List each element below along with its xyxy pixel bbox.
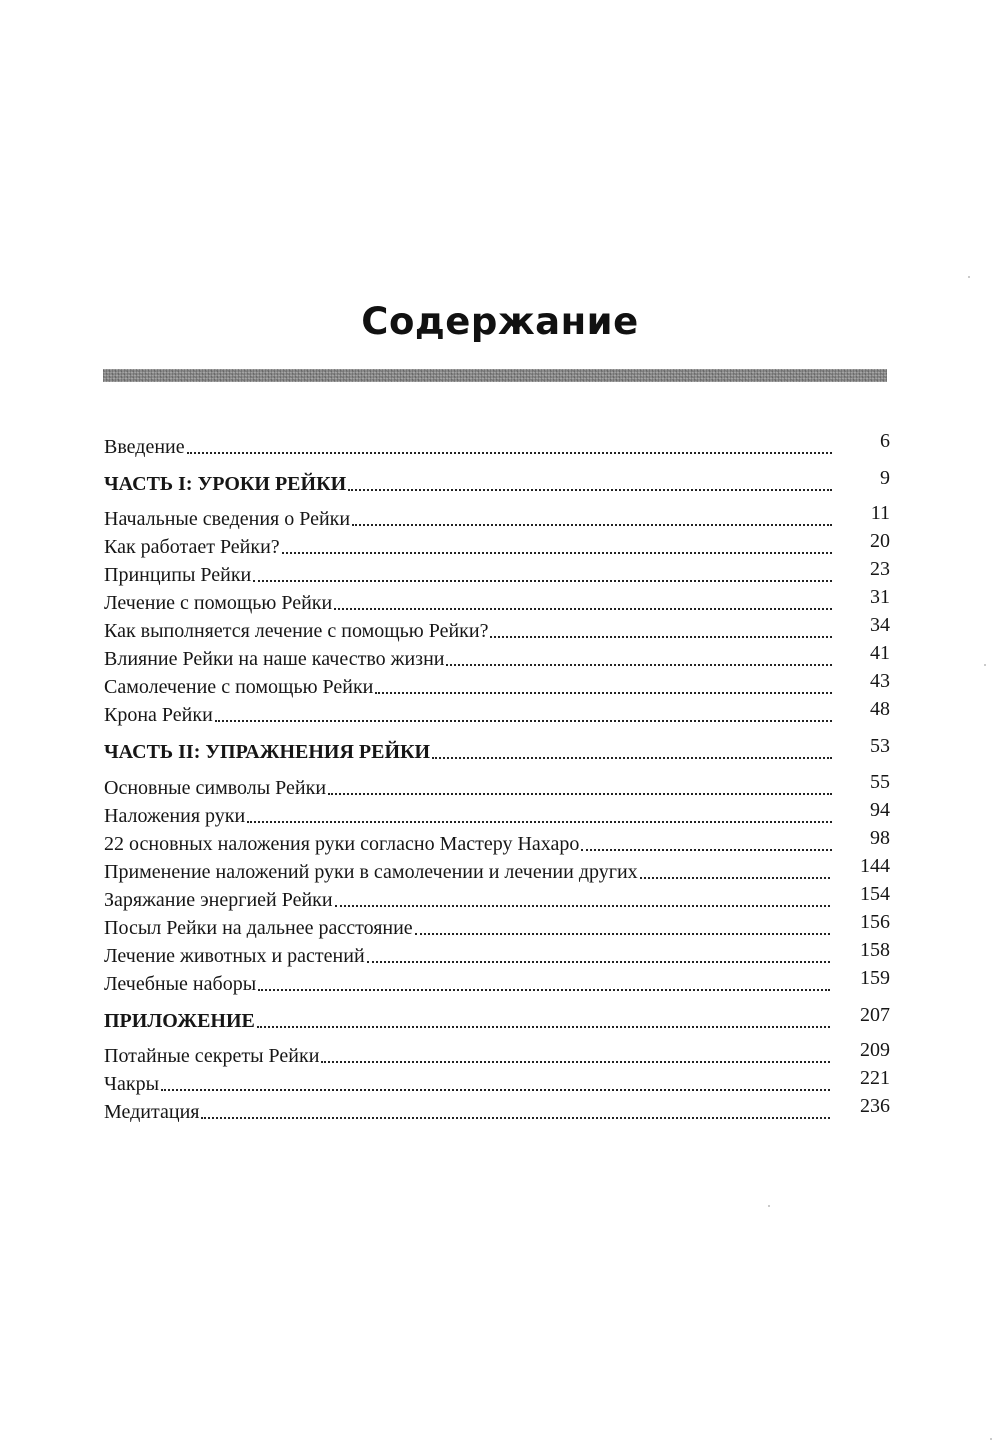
dot-leader — [328, 793, 832, 795]
dot-leader — [640, 877, 830, 879]
toc-part-heading — [104, 736, 890, 764]
toc-entry-label: Как работает Рейки? — [104, 536, 280, 558]
toc-part-heading — [104, 1005, 890, 1033]
toc-entry — [104, 643, 890, 671]
dot-leader — [490, 636, 832, 638]
dot-leader — [258, 989, 830, 991]
toc-entry-page: 144 — [860, 855, 890, 877]
toc-entry-label: Влияние Рейки на наше качество жизни — [104, 648, 445, 670]
toc-entry-label: Лечебные наборы — [104, 973, 257, 995]
toc-entry-label: Как выполняется лечение с помощью Рейки? — [104, 620, 489, 642]
toc-entry-page: 23 — [870, 558, 890, 580]
toc-entry-page: 20 — [870, 530, 890, 552]
toc-entry-label: Чакры — [104, 1073, 160, 1095]
scan-speck — [990, 1438, 992, 1440]
dot-leader — [334, 608, 832, 610]
toc-entry-label: Введение — [104, 436, 185, 458]
dot-leader — [348, 489, 832, 491]
toc-entry-page: 55 — [870, 771, 890, 793]
toc-part-page: 9 — [880, 467, 890, 489]
toc-entry-page: 11 — [870, 502, 890, 524]
scan-speck — [768, 1205, 770, 1207]
dot-leader — [432, 757, 832, 759]
toc-entry-label: Посыл Рейки на дальнее расстояние — [104, 917, 413, 939]
toc-entry-label: Наложения руки — [104, 805, 246, 827]
toc-entry — [104, 671, 890, 699]
toc-part-label: ЧАСТЬ II: УПРАЖНЕНИЯ РЕЙКИ — [104, 741, 431, 763]
toc-entry-label: Крона Рейки — [104, 704, 213, 726]
toc-entry-page: 156 — [860, 911, 890, 933]
toc-entry-page: 48 — [870, 698, 890, 720]
toc-entry-label: 22 основных наложения руки согласно Мастеру Нахаро — [104, 833, 580, 855]
toc-entry-page: 94 — [870, 799, 890, 821]
toc-entry-label: Потайные секреты Рейки — [104, 1045, 320, 1067]
dot-leader — [335, 905, 830, 907]
dot-leader — [253, 580, 832, 582]
dot-leader — [352, 524, 832, 526]
toc-entry — [104, 884, 890, 912]
toc-part-page: 53 — [870, 735, 890, 757]
dot-leader — [367, 961, 830, 963]
toc-entry-label: Применение наложений руки в самолечении и лечении других — [104, 861, 638, 883]
toc-part-page: 207 — [860, 1004, 890, 1026]
toc-entry — [104, 772, 890, 800]
dot-leader — [187, 452, 832, 454]
toc-entry — [104, 940, 890, 968]
toc-entry-page: 6 — [880, 430, 890, 452]
toc-entry-page: 43 — [870, 670, 890, 692]
toc-entry-label: Лечение животных и растений — [104, 945, 365, 967]
table-of-contents — [104, 0, 890, 1454]
toc-entry-page: 221 — [860, 1067, 890, 1089]
toc-part-heading — [104, 468, 890, 496]
toc-entry — [104, 1096, 890, 1124]
toc-entry-page: 159 — [860, 967, 890, 989]
toc-entry — [104, 912, 890, 940]
toc-entry — [104, 828, 890, 856]
scan-speck — [968, 276, 970, 278]
toc-part-label: ЧАСТЬ I: УРОКИ РЕЙКИ — [104, 473, 347, 495]
toc-entry — [104, 856, 890, 884]
dot-leader — [201, 1117, 830, 1119]
page-title: Содержание — [361, 300, 639, 343]
toc-entry-label: Начальные сведения о Рейки — [104, 508, 351, 530]
toc-entry-page: 154 — [860, 883, 890, 905]
dot-leader — [321, 1061, 830, 1063]
dot-leader — [581, 849, 832, 851]
toc-entry — [104, 587, 890, 615]
dot-leader — [247, 821, 832, 823]
toc-entry-page: 209 — [860, 1039, 890, 1061]
toc-entry — [104, 699, 890, 727]
toc-part-label: ПРИЛОЖЕНИЕ — [104, 1010, 255, 1032]
scan-speck — [984, 664, 986, 666]
dot-leader — [161, 1089, 830, 1091]
dot-leader — [257, 1026, 830, 1028]
toc-entry — [104, 503, 890, 531]
dot-leader — [215, 720, 832, 722]
toc-entry — [104, 1068, 890, 1096]
toc-entry-label: Медитация — [104, 1101, 200, 1123]
toc-entry — [104, 968, 890, 996]
toc-entry-label: Самолечение с помощью Рейки — [104, 676, 374, 698]
toc-entry — [104, 1040, 890, 1068]
toc-entry — [104, 615, 890, 643]
toc-entry-label: Заряжание энергией Рейки — [104, 889, 333, 911]
toc-entry-page: 41 — [870, 642, 890, 664]
toc-entry — [104, 531, 890, 559]
dot-leader — [446, 664, 832, 666]
toc-entry — [104, 800, 890, 828]
toc-entry-label: Основные символы Рейки — [104, 777, 327, 799]
toc-entry-page: 34 — [870, 614, 890, 636]
toc-entry-label: Лечение с помощью Рейки — [104, 592, 333, 614]
dot-leader — [282, 552, 832, 554]
toc-entry-label: Принципы Рейки — [104, 564, 252, 586]
dot-leader — [415, 933, 830, 935]
toc-entry — [104, 431, 890, 459]
toc-entry-page: 158 — [860, 939, 890, 961]
toc-entry — [104, 559, 890, 587]
dot-leader — [375, 692, 832, 694]
toc-entry-page: 236 — [860, 1095, 890, 1117]
toc-entry-page: 98 — [870, 827, 890, 849]
toc-entry-page: 31 — [870, 586, 890, 608]
